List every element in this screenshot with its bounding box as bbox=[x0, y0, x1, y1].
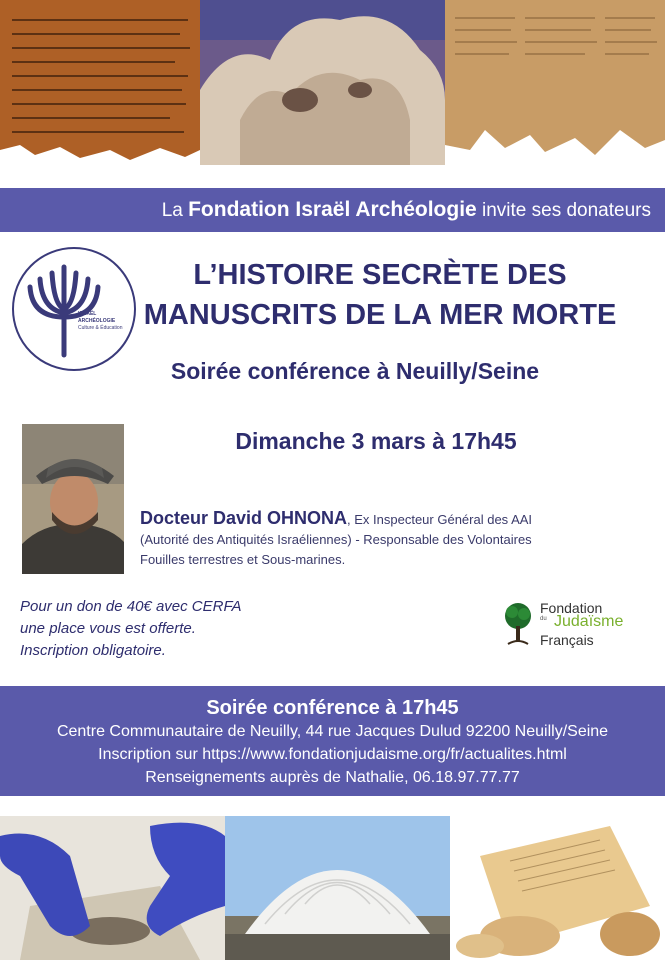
partner-line-2: Judaïsme bbox=[554, 613, 624, 630]
partner-line-2-small: du bbox=[540, 616, 547, 622]
parchment-scroll-photo bbox=[445, 0, 665, 165]
registration-link[interactable]: Inscription sur https://www.fondationjudaisme.org/fr/actualites.html bbox=[98, 746, 567, 763]
israel-archeologie-logo bbox=[12, 247, 136, 371]
logo-text-3: Culture & Éducation bbox=[78, 325, 123, 331]
speaker-role-3: Fouilles terrestres et Sous-marines. bbox=[140, 552, 346, 567]
tree-icon bbox=[502, 600, 534, 650]
speaker-info bbox=[140, 508, 660, 570]
partner-line-1: Fondation bbox=[540, 600, 603, 616]
speaker-name: Docteur David OHNONA bbox=[140, 508, 348, 528]
rolled-scrolls-photo bbox=[450, 816, 665, 960]
speaker-portrait bbox=[22, 424, 124, 574]
invitation-suffix: invite ses donateurs bbox=[482, 200, 651, 221]
event-title bbox=[140, 255, 620, 335]
event-date: Dimanche 3 mars à 17h45 bbox=[235, 428, 517, 454]
scroll-fragment-photo bbox=[0, 0, 200, 165]
invitation-banner bbox=[0, 188, 665, 232]
fondation-judaisme-logo bbox=[502, 600, 642, 656]
title-line-1: L’HISTOIRE SECRÈTE DES bbox=[193, 259, 567, 291]
practical-info-banner bbox=[0, 686, 665, 796]
event-subtitle: Soirée conférence à Neuilly/Seine bbox=[170, 358, 540, 384]
gloved-hands-photo bbox=[0, 816, 225, 960]
speaker-role-2: (Autorité des Antiquités Israéliennes) - Responsable des Volontaires bbox=[140, 532, 532, 547]
info-heading: Soirée conférence à 17h45 bbox=[206, 697, 459, 719]
venue-address: Centre Communautaire de Neuilly, 44 rue Jacques Dulud 92200 Neuilly/Seine bbox=[56, 723, 609, 740]
qumran-cliffs-photo bbox=[200, 0, 445, 165]
partner-line-3: Français bbox=[540, 632, 594, 648]
contact-info: Renseignements auprès de Nathalie, 06.18.97.77.77 bbox=[145, 769, 520, 786]
menorah-icon bbox=[12, 247, 136, 371]
offer-line-2: une place vous est offerte. bbox=[20, 620, 196, 637]
shrine-of-the-book-photo bbox=[225, 816, 450, 960]
speaker-role-1: , Ex Inspecteur Général des AAI bbox=[347, 512, 533, 527]
invitation-prefix: La bbox=[161, 200, 183, 221]
invitation-text bbox=[162, 198, 651, 222]
logo-text-2: ARCHÉOLOGIE bbox=[78, 318, 116, 324]
offer-line-3: Inscription obligatoire. bbox=[20, 642, 166, 659]
donation-offer bbox=[20, 596, 242, 662]
organization-name: Fondation Israël Archéologie bbox=[188, 198, 477, 221]
offer-line-1: Pour un don de 40€ avec CERFA bbox=[20, 598, 242, 615]
title-line-2: MANUSCRITS DE LA MER MORTE bbox=[143, 299, 617, 331]
logo-text-1: ISRAËL bbox=[78, 311, 97, 317]
